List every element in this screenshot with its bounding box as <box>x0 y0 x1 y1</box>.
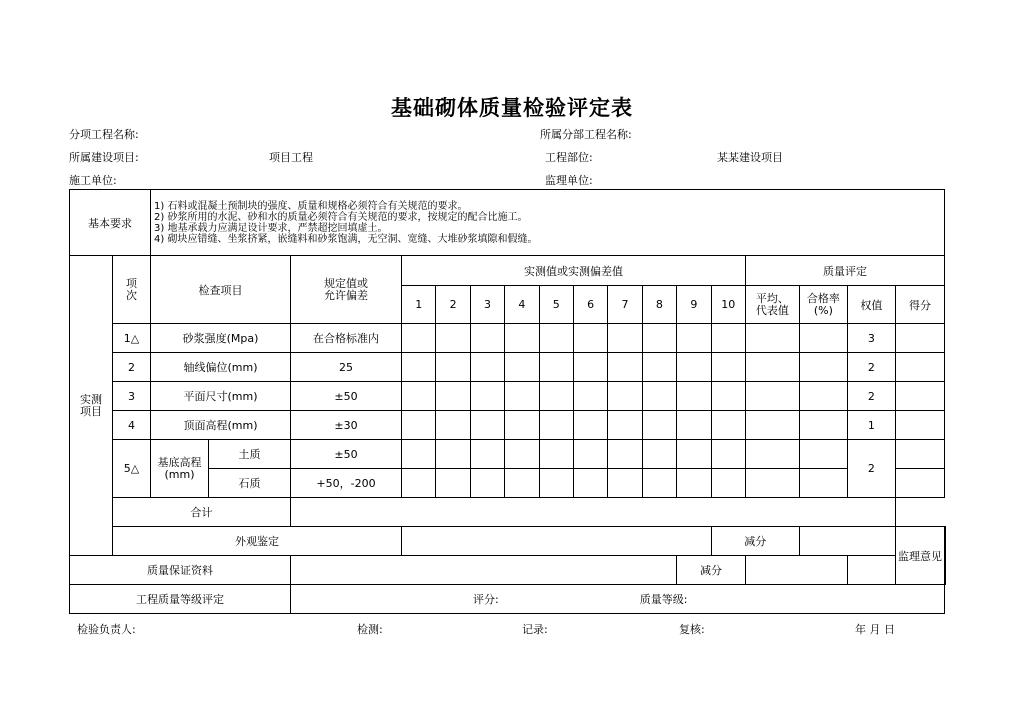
measure-section-label: 实测 项目 <box>70 256 113 556</box>
row-no: 4 <box>113 411 151 440</box>
col-measured: 实测值或实测偏差值 <box>402 256 746 286</box>
col-score: 得分 <box>895 286 944 324</box>
row-spec: ±30 <box>291 411 402 440</box>
row-weight: 2 <box>847 382 895 411</box>
point-number: 4 <box>505 286 539 324</box>
row-spec: 25 <box>291 353 402 382</box>
appearance-row <box>70 527 946 556</box>
row-no: 2 <box>113 353 151 382</box>
point-number: 1 <box>402 286 436 324</box>
appearance-label: 外观鉴定 <box>113 527 402 556</box>
grade-fields <box>291 585 945 614</box>
col-quality: 质量评定 <box>745 256 944 286</box>
row-no: 3 <box>113 382 151 411</box>
row-no: 1△ <box>113 324 151 353</box>
table-row <box>70 324 946 353</box>
requirements-text <box>151 190 945 256</box>
point-number: 9 <box>677 286 711 324</box>
page-title: 基础砌体质量检验评定表 <box>391 96 633 120</box>
point-number: 5 <box>539 286 573 324</box>
row-spec: +50，-200 <box>291 469 402 498</box>
requirement-line: 1) 石料或混凝土预制块的强度、质量和规格必须符合有关规范的要求。 <box>154 200 468 212</box>
row-weight: 2 <box>847 440 895 498</box>
row-weight: 2 <box>847 353 895 382</box>
row-item: 基底高程 (mm) <box>151 440 209 498</box>
footer-review: 复核: <box>679 623 705 636</box>
parent-project-label: 所属分部工程名称: <box>540 128 632 141</box>
row-no: 5△ <box>113 440 151 498</box>
row-spec: 在合格标准内 <box>291 324 402 353</box>
supervisor-opinion-label: 监理意见 <box>895 527 944 585</box>
score-label: 评分: <box>473 593 499 606</box>
table-row <box>70 411 946 440</box>
total-row <box>70 498 946 527</box>
table-row <box>70 440 946 469</box>
point-number: 7 <box>608 286 642 324</box>
row-item: 顶面高程(mm) <box>151 411 291 440</box>
col-item-no: 项 次 <box>113 256 151 324</box>
col-weight: 权值 <box>847 286 895 324</box>
grade-row <box>70 585 946 614</box>
table-row <box>70 382 946 411</box>
footer-testing: 检测: <box>357 623 383 636</box>
site-label: 工程部位: <box>545 151 593 164</box>
quality-grade-label: 质量等级: <box>639 593 688 606</box>
table-row <box>70 353 946 382</box>
point-number: 3 <box>470 286 504 324</box>
grade-label: 工程质量等级评定 <box>70 585 291 614</box>
point-number: 2 <box>436 286 470 324</box>
footer-date: 年 月 日 <box>855 623 895 636</box>
requirement-line: 4) 砌块应错缝、坐浆挤紧，嵌缝料和砂浆饱满，无空洞、宽缝、大堆砂浆填隙和假缝。 <box>154 233 538 245</box>
requirements-label: 基本要求 <box>70 190 151 256</box>
point-number: 6 <box>573 286 607 324</box>
footer-inspector: 检验负责人: <box>77 623 136 636</box>
row-sub-label: 土质 <box>209 440 291 469</box>
row-spec: ±50 <box>291 382 402 411</box>
col-check-item: 检查项目 <box>151 256 291 324</box>
row-sub-label: 石质 <box>209 469 291 498</box>
col-spec: 规定值或 允许偏差 <box>291 256 402 324</box>
footer-record: 记录: <box>522 623 548 636</box>
point-number: 8 <box>642 286 676 324</box>
quality-docs-label: 质量保证资料 <box>70 556 291 585</box>
sub-project-label: 分项工程名称: <box>69 128 139 141</box>
requirement-line: 3) 地基承载力应满足设计要求，严禁超挖回填虚土。 <box>154 222 388 234</box>
quality-docs-deduct-label: 减分 <box>677 556 746 585</box>
inspection-table <box>69 189 946 614</box>
row-weight: 1 <box>847 411 895 440</box>
contractor-label: 施工单位: <box>69 174 117 187</box>
total-label: 合计 <box>113 498 291 527</box>
col-pass-rate: 合格率 (%) <box>799 286 847 324</box>
requirement-line: 2) 砂浆所用的水泥、砂和水的质量必须符合有关规范的要求，按规定的配合比施工。 <box>154 211 528 223</box>
row-item: 平面尺寸(mm) <box>151 382 291 411</box>
row-item: 轴线偏位(mm) <box>151 353 291 382</box>
col-avg: 平均、 代表值 <box>745 286 799 324</box>
appearance-deduct-label: 减分 <box>711 527 799 556</box>
supervisor-unit-label: 监理单位: <box>545 174 593 187</box>
construction-project-value: 项目工程 <box>269 151 313 164</box>
quality-docs-row <box>70 556 946 585</box>
row-weight: 3 <box>847 324 895 353</box>
point-number: 10 <box>711 286 745 324</box>
construction-project-label: 所属建设项目: <box>69 151 139 164</box>
row-spec: ±50 <box>291 440 402 469</box>
site-value: 某某建设项目 <box>717 151 783 164</box>
row-item: 砂浆强度(Mpa) <box>151 324 291 353</box>
